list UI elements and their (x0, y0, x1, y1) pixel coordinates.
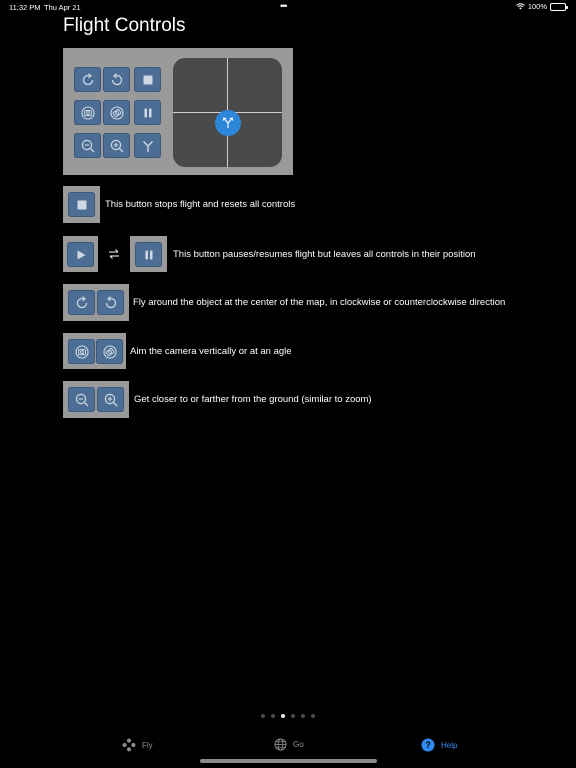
pad-knob (215, 110, 241, 136)
stop-icon (76, 199, 88, 211)
help-icon (421, 738, 435, 752)
row-text: This button pauses/resumes flight but leaves all controls in their position (173, 248, 476, 260)
zoom-in-icon (109, 138, 125, 154)
zoom-out-button (68, 387, 95, 412)
pause-tile (130, 236, 167, 272)
page-dot[interactable] (291, 714, 295, 718)
help-row-camera (63, 333, 292, 369)
zoom-in-button (103, 133, 130, 158)
direction-pad (173, 58, 282, 167)
help-row-orbit (63, 284, 505, 321)
rotate-counterclockwise-icon (103, 295, 119, 311)
page-dot[interactable] (311, 714, 315, 718)
zoom-in-button (97, 387, 124, 412)
pause-button (135, 242, 162, 267)
page-dot[interactable] (281, 714, 285, 718)
help-row-zoom (63, 381, 372, 418)
camera-down-icon (80, 105, 96, 121)
controls-overview-panel (63, 48, 293, 175)
orbit-clockwise-button (74, 67, 101, 92)
gamepad-icon (122, 738, 136, 752)
camera-vertical-button (74, 100, 101, 125)
tab-label: Go (293, 740, 304, 749)
camera-tile (63, 333, 126, 369)
stop-button (68, 192, 95, 217)
fork-arrow-icon (220, 115, 236, 131)
orbit-counterclockwise-button (97, 290, 124, 315)
play-icon (75, 249, 87, 261)
status-date: Thu Apr 21 (44, 3, 81, 12)
orbit-counterclockwise-button (103, 67, 130, 92)
camera-angle-button (96, 339, 123, 364)
play-tile (63, 236, 98, 272)
rotate-counterclockwise-icon (109, 72, 125, 88)
swap-arrows-icon (108, 248, 120, 260)
battery-icon (550, 3, 566, 11)
fork-button (134, 133, 161, 158)
camera-angle-icon (102, 344, 118, 360)
row-text: Get closer to or farther from the ground (similar to zoom) (134, 394, 372, 405)
tab-label: Help (441, 740, 458, 750)
pause-button (134, 100, 161, 125)
rotate-clockwise-icon (80, 72, 96, 88)
page-dot[interactable] (271, 714, 275, 718)
status-bar (0, 0, 576, 14)
stop-button (134, 67, 161, 92)
camera-down-icon (74, 344, 90, 360)
page-title: Flight Controls (63, 15, 186, 36)
camera-vertical-button (68, 339, 95, 364)
row-text: This button stops flight and resets all controls (105, 199, 296, 210)
zoom-out-icon (74, 392, 90, 408)
camera-angle-button (103, 100, 130, 125)
orbit-tile (63, 284, 129, 321)
stop-tile (63, 186, 100, 223)
stop-icon (142, 74, 154, 86)
tab-help[interactable] (421, 738, 457, 752)
camera-angle-icon (109, 105, 125, 121)
wifi-icon (516, 3, 525, 10)
page-dot[interactable] (261, 714, 265, 718)
pause-icon (142, 107, 154, 119)
page-dot[interactable] (301, 714, 305, 718)
multitasking-dots-icon[interactable]: ••• (280, 1, 287, 11)
fork-icon (141, 139, 155, 153)
help-row-pause (63, 236, 476, 272)
tab-fly[interactable] (122, 738, 153, 752)
page-indicator[interactable] (0, 714, 576, 718)
orbit-clockwise-button (68, 290, 95, 315)
tab-go[interactable] (274, 738, 304, 751)
rotate-clockwise-icon (74, 295, 90, 311)
help-row-stop (63, 186, 295, 223)
row-text: Aim the camera vertically or at an agle (130, 345, 292, 357)
tab-label: Fly (142, 740, 153, 750)
zoom-in-icon (103, 392, 119, 408)
battery-percent: 100% (527, 2, 547, 11)
zoom-out-button (74, 133, 101, 158)
status-time: 11:32 PM (9, 3, 41, 12)
globe-icon (274, 738, 287, 751)
svg-text:?: ? (425, 740, 431, 751)
zoom-tile (63, 381, 129, 418)
home-indicator[interactable] (200, 759, 377, 763)
play-button (67, 242, 94, 267)
zoom-out-icon (80, 138, 96, 154)
pause-icon (143, 249, 155, 261)
status-right (516, 2, 566, 11)
row-text: Fly around the object at the center of the map, in clockwise or counterclockwise direction (133, 297, 506, 308)
